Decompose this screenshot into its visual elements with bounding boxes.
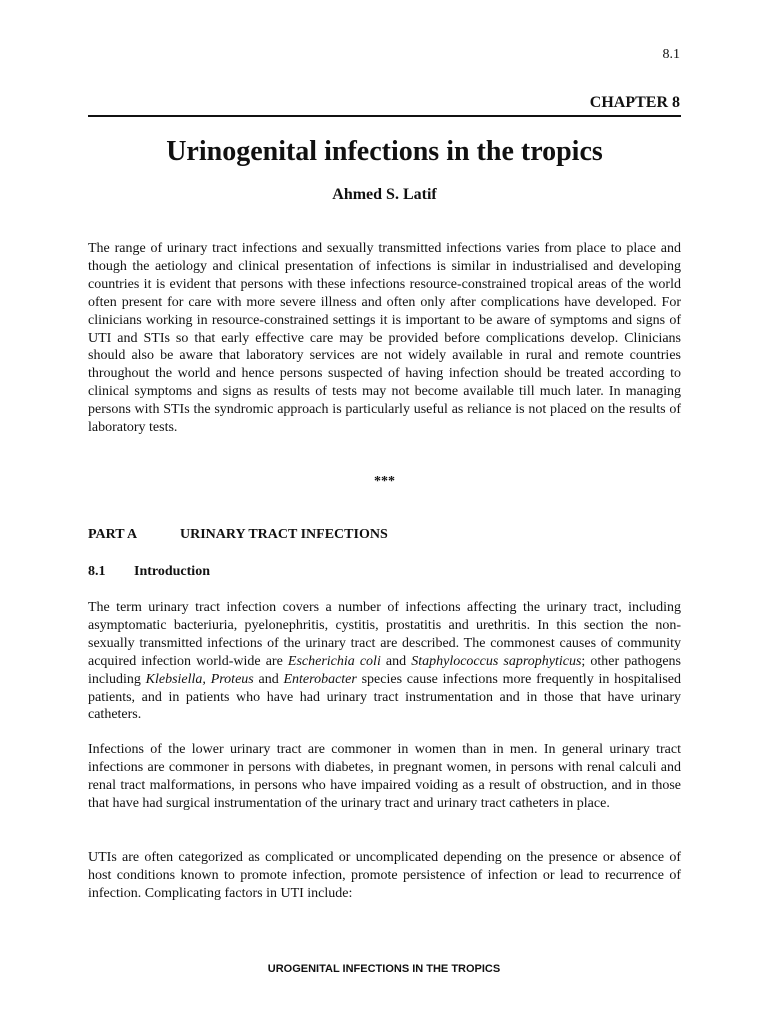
intro-organism-3: Klebsiella, Proteus [145, 671, 254, 687]
part-heading [88, 527, 388, 543]
intro-text-4: and [253, 671, 284, 687]
part-label: PART A [88, 527, 138, 542]
lower-tract-paragraph: Infections of the lower urinary tract are commoner in women than in men. In general urinary tract infections are commoner in persons with diabetes, in pregnant women, in persons with renal calculi and renal tract malformations, in persons who have impaired voiding as a result of obstruction, and in those that have had surgical instrumentation of the urinary tract and urinary tract catheters in place. [88, 742, 681, 811]
intro-text-5: species cause infections more frequently in hospitalised patients, and in patients who have had urinary tract instrumentation and in those that have urinary catheters. [88, 671, 681, 723]
page-number: 8.1 [662, 47, 680, 62]
page-footer: UROGENITAL INFECTIONS IN THE TROPICS [267, 963, 501, 975]
intro-text-1: The term urinary tract infection covers a number of infections affecting the urinary tract, including asymptomatic bacteriuria, pyelonephritis, cystitis, prostatitis and urethritis. In this section the non-sexually transmitted infections of the urinary tract are described. The commonest causes of community acquired infection world-wide are [88, 600, 681, 669]
part-title: URINARY TRACT INFECTIONS [180, 527, 388, 542]
intro-text-3: ; other pathogens including [88, 653, 681, 687]
section-separator: *** [374, 474, 395, 489]
intro-text-2: and [380, 653, 412, 669]
chapter-label: CHAPTER 8 [589, 94, 680, 111]
section-title: Introduction [134, 564, 210, 579]
section-heading [88, 564, 210, 580]
intro-organism-2: Staphylococcus saprophyticus [411, 653, 582, 669]
abstract-paragraph: The range of urinary tract infections and sexually transmitted infections varies from place to place and though the aetiology and clinical presentation of infections is similar in industrialised and developing countries it is evident that persons with these infections resource-constrained tropical areas of the world often present for care with more severe illness and often only after complications have developed. For clinicians working in resource-constrained settings it is important to be aware of symptoms and signs of UTI and STIs so that early effective care may be provided before complications develop. Clinicians should also be aware that laboratory services are not widely available in rural and remote countries throughout the world and hence persons suspected of having infection should be treated according to clinical symptoms and signs as results of tests may not become available till much later. In managing persons with STIs the syndromic approach is particularly useful as reliance is not placed on the results of laboratory tests. [88, 241, 681, 436]
header-rule [88, 115, 681, 117]
intro-paragraph [88, 599, 681, 724]
intro-organism-4: Enterobacter [283, 671, 357, 687]
author-name: Ahmed S. Latif [332, 186, 437, 203]
categorized-paragraph: UTIs are often categorized as complicated or uncomplicated depending on the presence or absence of host conditions known to promote infection, promote persistence of infection or lead to recurrence of infection. Complicating factors in UTI include: [88, 850, 681, 901]
section-number: 8.1 [88, 564, 106, 579]
chapter-title: Urinogenital infections in the tropics [166, 136, 603, 167]
intro-organism-1: Escherichia coli [287, 653, 381, 669]
